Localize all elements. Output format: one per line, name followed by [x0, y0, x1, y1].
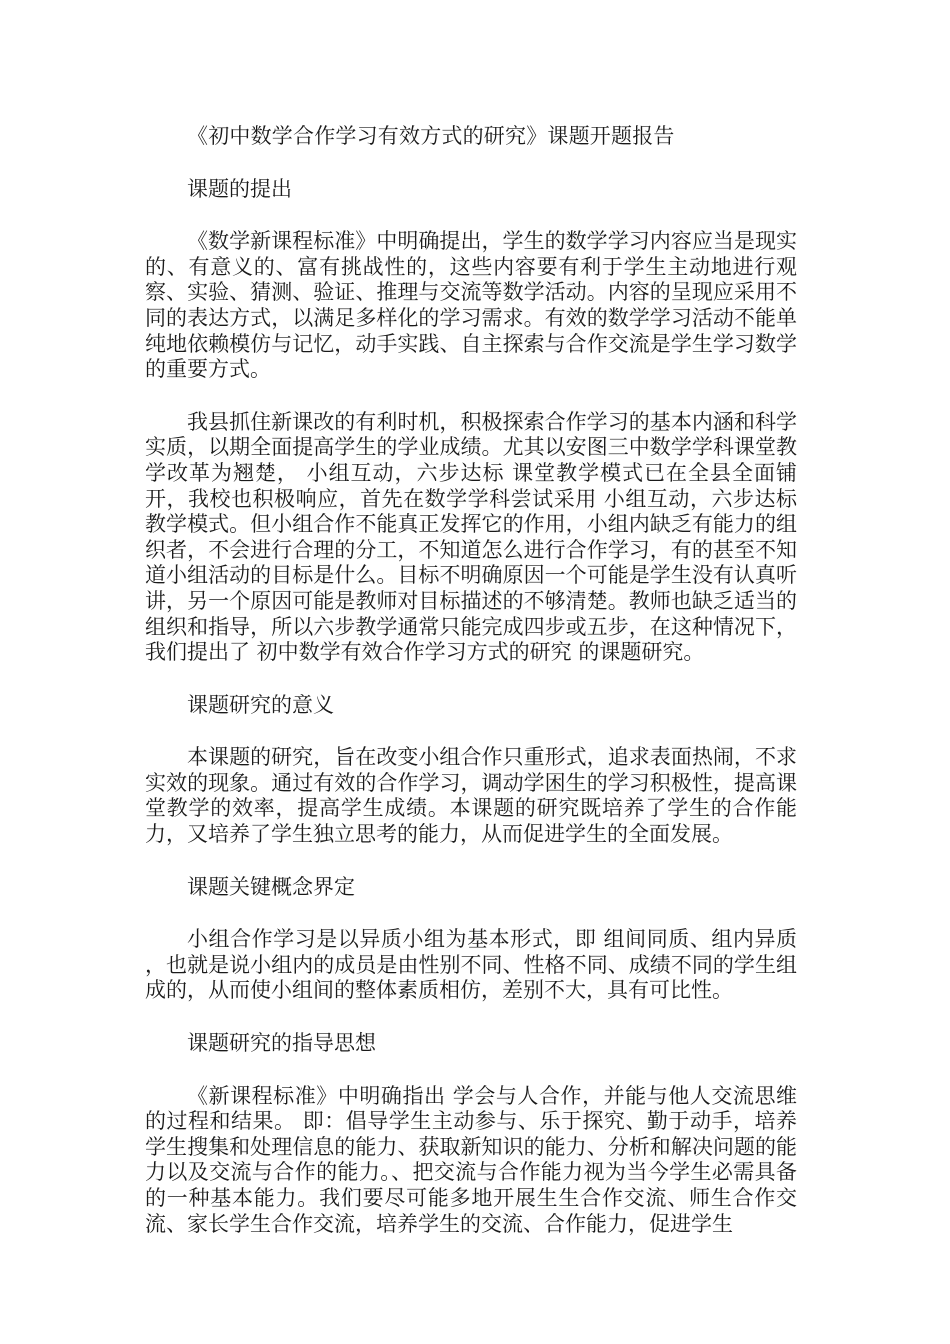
paragraph: 小组合作学习是以异质小组为基本形式，即 组间同质、组内异质 ，也就是说小组内的成员是由性别不同、性格不同、成绩不同的学生组成的，从而使小组间的整体素质相仿，差别不大，具有可比性。 [145, 927, 797, 1003]
section-heading-significance: 课题研究的意义 [187, 692, 334, 717]
paragraph: 我县抓住新课改的有利时机，积极探索合作学习的基本内涵和科学实质，以期全面提高学生的学业成绩。尤其以安图三中数学学科课堂教学改革为翘楚， 小组互动，六步达标 课堂教学模式已在全县全面铺开，我校也积极响应，首先在数学学科尝试采用 小组互动，六步达标 教学模式。但小组合作不能真正发挥它的作用，小组内缺乏有能力的组织者，不会进行合理的分工，不知道怎么进行合作学习，有的甚至不知道小组活动的目标是什么。目标不明确原因一个可能是学生没有认真听讲，另一个原因可能是教师对目标描述的不够清楚。教师也缺乏适当的组织和指导，所以六步教学通常只能完成四步或五步，在这种情况下，我们提出了 初中数学有效合作学习方式的研究 的课题研究。 [145, 409, 797, 665]
paragraph: 《数学新课程标准》中明确提出，学生的数学学习内容应当是现实的、有意义的、富有挑战性的，这些内容要有利于学生主动地进行观察、实验、猜测、验证、推理与交流等数学活动。内容的呈现应采用不同的表达方式，以满足多样化的学习需求。有效的数学学习活动不能单纯地依赖模仿与记忆，动手实践、自主探索与合作交流是学生学习数学的重要方式。 [145, 229, 797, 382]
paragraph: 《新课程标准》中明确指出 学会与人合作，并能与他人交流思维的过程和结果。 即：倡导学生主动参与、乐于探究、勤于动手，培养学生搜集和处理信息的能力、获取新知识的能力、分析和解决问题的能力以及交流与合作的能力。、把交流与合作能力视为当今学生必需具备的一种基本能力。我们要尽可能多地开展生生合作交流、师生合作交流、家长学生合作交流，培养学生的交流、合作能力，促进学生 [145, 1083, 797, 1236]
section-heading-key-concepts: 课题关键概念界定 [187, 874, 355, 899]
document-title: 《初中数学合作学习有效方式的研究》课题开题报告 [187, 124, 675, 148]
document-page [145, 124, 797, 1264]
section-heading-guiding-ideology: 课题研究的指导思想 [187, 1031, 376, 1056]
section-heading-proposal: 课题的提出 [187, 176, 292, 201]
paragraph: 本课题的研究，旨在改变小组合作只重形式，追求表面热闹，不求实效的现象。通过有效的合作学习，调动学困生的学习积极性，提高课堂教学的效率，提高学生成绩。本课题的研究既培养了学生的合作能力，又培养了学生独立思考的能力，从而促进学生的全面发展。 [145, 745, 797, 847]
